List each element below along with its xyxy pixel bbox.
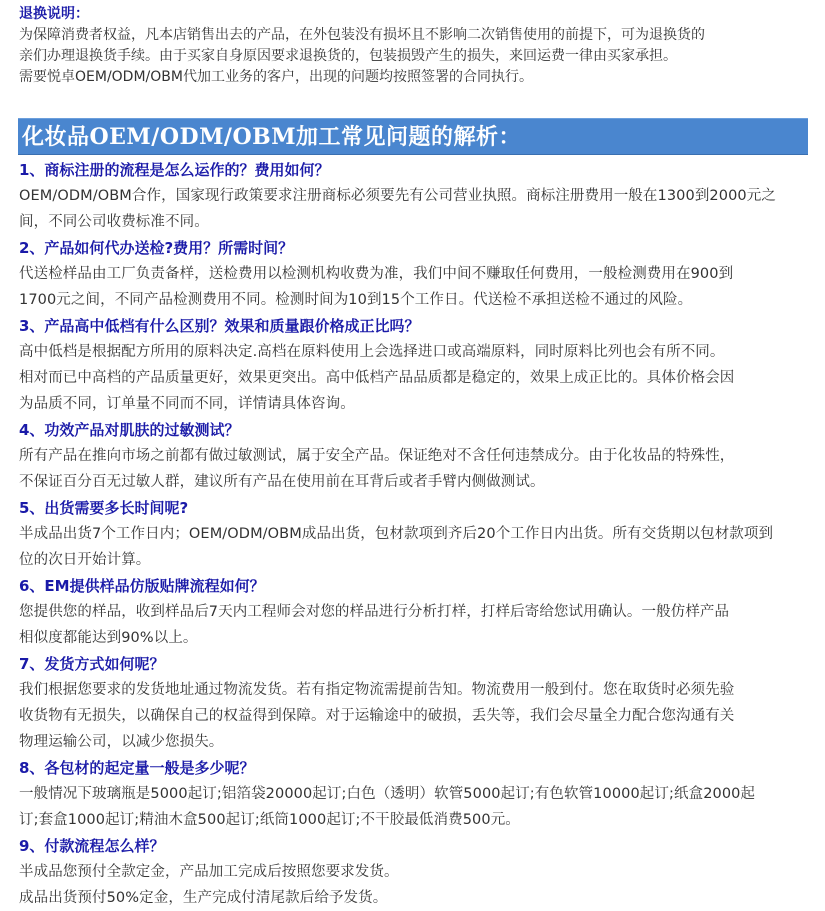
faq-item [19,417,809,495]
faq-answer [19,599,809,651]
returns-line: 需要悦卓OEM/ODM/OBM代加工业务的客户，出现的问题均按照签署的合同执行。 [19,69,533,85]
faq-question: 1、商标注册的流程是怎么运作的？费用如何？ [19,161,330,179]
faq-answer-line: 相对而已中高档的产品质量更好，效果更突出。高中低档产品品质都是稳定的，效果上成正比的。具体价格会因 [19,370,735,386]
faq-item [19,573,809,651]
faq-answer-line: 1700元之间，不同产品检测费用不同。检测时间为10到15个工作日。代送检不承担送检不通过的风险。 [19,292,693,308]
faq-answer-line: 不保证百分百无过敏人群，建议所有产品在使用前在耳背后或者手臂内侧做测试。 [19,474,545,490]
faq-answer-line: 所有产品在推向市场之前都有做过敏测试，属于安全产品。保证绝对不含任何违禁成分。由于化妆品的特殊性， [19,448,735,464]
faq-answer-line: 为品质不同，订单量不同而不同，详情请具体咨询。 [19,396,355,412]
faq-question: 2、产品如何代办送检?费用？所需时间？ [19,239,294,257]
faq-list [19,157,809,911]
faq-item [19,313,809,417]
faq-item [19,755,809,833]
faq-answer-line: 成品出货预付50%定金，生产完成付清尾款后给予发货。 [19,890,388,906]
faq-question: 8、各包材的起定量一般是多少呢？ [19,759,255,777]
faq-item [19,495,809,573]
faq-answer-line: 高中低档是根据配方所用的原料决定.高档在原料使用上会选择进口或高端原料，同时原料比列也会有所不同。 [19,344,725,360]
faq-answer-line: 代送检样品由工厂负责备样，送检费用以检测机构收费为准，我们中间不赚取任何费用，一般检测费用在900到 [19,266,734,282]
faq-item [19,235,809,313]
faq-question: 9、付款流程怎么样？ [19,837,165,855]
faq-item [19,157,809,235]
faq-answer-line: 物理运输公司，以减少您损失。 [19,734,224,750]
faq-answer-line: 位的次日开始计算。 [19,552,151,568]
faq-answer-line: 一般情况下玻璃瓶是5000起订;铝箔袋20000起订;白色（透明）软管5000起订;有色软管10000起订;纸盒2000起 [19,786,756,802]
faq-answer [19,183,809,235]
faq-question: 4、功效产品对肌肤的过敏测试？ [19,421,240,439]
faq-answer-line: 您提供您的样品，收到样品后7天内工程师会对您的样品进行分析打样，打样后寄给您试用确认。一般仿样产品 [19,604,730,620]
faq-item [19,651,809,755]
faq-answer-line: 订;套盒1000起订;精油木盒500起订;纸筒1000起订;不干胶最低消费500元。 [19,812,520,828]
returns-title: 退换说明： [19,6,89,22]
faq-answer [19,781,809,833]
returns-line: 亲们办理退换货手续。由于买家自身原因要求退换货的，包装损毁产生的损失，来回运费一律由买家承担。 [19,48,677,64]
returns-body [19,25,809,88]
faq-question: 3、产品高中低档有什么区别？效果和质量跟价格成正比吗？ [19,317,420,335]
faq-item [19,833,809,911]
faq-banner [18,118,808,155]
faq-banner-title: 化妆品OEM/ODM/OBM加工常见问题的解析： [22,124,522,150]
faq-question: 5、出货需要多长时间呢? [19,499,189,517]
faq-answer-line: 我们根据您要求的发货地址通过物流发货。若有指定物流需提前告知。物流费用一般到付。您在取货时必须先验 [19,682,735,698]
returns-line: 为保障消费者权益，凡本店销售出去的产品，在外包装没有损坏且不影响二次销售使用的前提下，可为退换货的 [19,27,705,43]
faq-answer [19,339,809,417]
faq-answer [19,677,809,755]
faq-answer [19,443,809,495]
faq-question: 7、发货方式如何呢？ [19,655,165,673]
returns-section [19,4,809,88]
faq-answer [19,859,809,911]
faq-answer-line: 相似度都能达到90%以上。 [19,630,198,646]
faq-answer [19,261,809,313]
faq-question: 6、EM提供样品仿版贴牌流程如何？ [19,577,265,595]
faq-answer [19,521,809,573]
faq-answer-line: 半成品出货7个工作日内；OEM/ODM/OBM成品出货，包材款项到齐后20个工作日内出货。所有交货期以包材款项到 [19,526,774,542]
faq-answer-line: OEM/ODM/OBM合作，国家现行政策要求注册商标必须要先有公司营业执照。商标注册费用一般在1300到2000元之 [19,188,776,204]
faq-answer-line: 半成品您预付全款定金，产品加工完成后按照您要求发货。 [19,864,399,880]
faq-answer-line: 间，不同公司收费标准不同。 [19,214,209,230]
faq-answer-line: 收货物有无损失，以确保自己的权益得到保障。对于运输途中的破损，丢失等，我们会尽量全力配合您沟通有关 [19,708,735,724]
